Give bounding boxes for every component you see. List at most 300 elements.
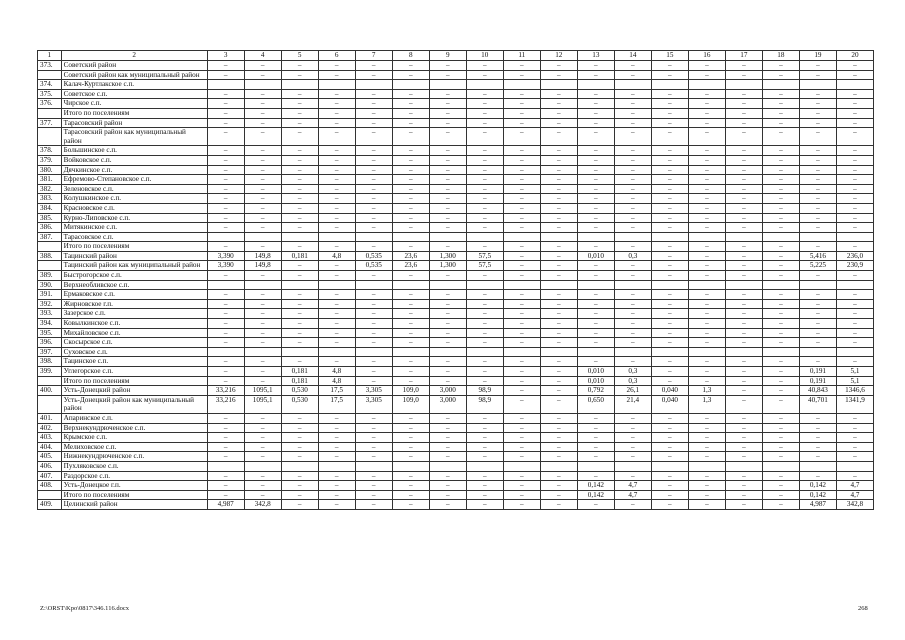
cell-value: –: [540, 413, 577, 423]
cell-value: –: [651, 452, 688, 462]
row-number: 398.: [38, 357, 62, 367]
cell-value: –: [762, 194, 799, 204]
cell-value: –: [762, 61, 799, 71]
cell-value: –: [725, 203, 762, 213]
cell-value: –: [614, 99, 651, 109]
cell-value: –: [429, 165, 466, 175]
row-name: Крымское с.п.: [61, 433, 207, 443]
row-name: Тацинский район как муниципальный район: [61, 261, 207, 271]
cell-value: –: [725, 175, 762, 185]
cell-value: –: [503, 70, 540, 80]
cell-value: –: [392, 309, 429, 319]
row-name: Верхнекундрюченское с.п.: [61, 423, 207, 433]
cell-value: –: [799, 357, 836, 367]
cell-value: –: [540, 386, 577, 396]
row-name: Советский район: [61, 61, 207, 71]
row-name: Зазерское с.п.: [61, 309, 207, 319]
cell-value: –: [466, 471, 503, 481]
cell-value: –: [799, 61, 836, 71]
cell-value: –: [503, 99, 540, 109]
cell-value: –: [836, 290, 873, 300]
statistics-table: [37, 50, 874, 510]
cell-value: –: [651, 490, 688, 500]
cell-value: –: [836, 471, 873, 481]
cell-value: –: [651, 165, 688, 175]
table-row: [38, 213, 874, 223]
cell-value: –: [762, 165, 799, 175]
cell-value: –: [725, 357, 762, 367]
row-name: Итого по поселениям: [61, 490, 207, 500]
row-name: Итого по поселениям: [61, 242, 207, 252]
row-number: [38, 108, 62, 118]
row-name: Войковское с.п.: [61, 155, 207, 165]
cell-value: –: [688, 165, 725, 175]
table-row: [38, 271, 874, 281]
cell-value: [540, 80, 577, 90]
table-row: [38, 481, 874, 491]
cell-value: –: [207, 319, 244, 329]
cell-value: –: [836, 108, 873, 118]
table-row: [38, 500, 874, 510]
table-row: [38, 80, 874, 90]
cell-value: –: [281, 471, 318, 481]
cell-value: –: [429, 500, 466, 510]
row-number: [38, 261, 62, 271]
cell-value: 4,7: [836, 481, 873, 491]
cell-value: 0,181: [281, 376, 318, 386]
cell-value: –: [799, 184, 836, 194]
cell-value: –: [207, 413, 244, 423]
cell-value: –: [799, 213, 836, 223]
cell-value: –: [318, 290, 355, 300]
column-header: 10: [466, 51, 503, 61]
cell-value: [392, 80, 429, 90]
cell-value: –: [836, 309, 873, 319]
cell-value: –: [762, 223, 799, 233]
cell-value: –: [688, 184, 725, 194]
cell-value: –: [503, 213, 540, 223]
cell-value: –: [540, 328, 577, 338]
cell-value: –: [762, 433, 799, 443]
cell-value: [688, 80, 725, 90]
cell-value: –: [725, 490, 762, 500]
cell-value: [725, 461, 762, 471]
cell-value: [799, 461, 836, 471]
cell-value: –: [540, 319, 577, 329]
cell-value: [688, 347, 725, 357]
cell-value: –: [355, 481, 392, 491]
cell-value: –: [503, 223, 540, 233]
cell-value: 1346,6: [836, 386, 873, 396]
cell-value: 230,9: [836, 261, 873, 271]
cell-value: –: [355, 452, 392, 462]
cell-value: –: [799, 413, 836, 423]
cell-value: –: [762, 490, 799, 500]
cell-value: –: [614, 442, 651, 452]
row-number: 399.: [38, 367, 62, 377]
cell-value: –: [836, 146, 873, 156]
cell-value: –: [540, 251, 577, 261]
cell-value: –: [762, 155, 799, 165]
table-row: [38, 232, 874, 242]
cell-value: –: [799, 442, 836, 452]
cell-value: –: [355, 223, 392, 233]
cell-value: –: [244, 290, 281, 300]
cell-value: –: [725, 328, 762, 338]
cell-value: –: [318, 413, 355, 423]
cell-value: –: [466, 433, 503, 443]
cell-value: –: [281, 146, 318, 156]
cell-value: –: [281, 242, 318, 252]
cell-value: –: [318, 433, 355, 443]
cell-value: –: [244, 175, 281, 185]
cell-value: –: [651, 261, 688, 271]
cell-value: [281, 232, 318, 242]
cell-value: [207, 280, 244, 290]
cell-value: –: [466, 146, 503, 156]
cell-value: [577, 80, 614, 90]
cell-value: –: [577, 194, 614, 204]
table-row: [38, 319, 874, 329]
cell-value: [651, 80, 688, 90]
cell-value: –: [651, 146, 688, 156]
row-number: 381.: [38, 175, 62, 185]
cell-value: –: [244, 471, 281, 481]
cell-value: –: [392, 213, 429, 223]
row-number: 395.: [38, 328, 62, 338]
cell-value: –: [688, 471, 725, 481]
cell-value: –: [762, 213, 799, 223]
cell-value: –: [725, 223, 762, 233]
cell-value: –: [318, 213, 355, 223]
cell-value: –: [577, 99, 614, 109]
cell-value: –: [651, 309, 688, 319]
cell-value: –: [577, 155, 614, 165]
cell-value: –: [281, 184, 318, 194]
cell-value: –: [429, 175, 466, 185]
cell-value: 0,792: [577, 386, 614, 396]
cell-value: –: [207, 423, 244, 433]
cell-value: –: [207, 309, 244, 319]
cell-value: –: [244, 433, 281, 443]
cell-value: –: [799, 433, 836, 443]
cell-value: –: [466, 319, 503, 329]
cell-value: 0,530: [281, 386, 318, 396]
cell-value: 0,181: [281, 367, 318, 377]
cell-value: –: [429, 89, 466, 99]
cell-value: [799, 80, 836, 90]
cell-value: –: [799, 203, 836, 213]
cell-value: –: [429, 376, 466, 386]
cell-value: –: [281, 118, 318, 128]
row-name: Целинский район: [61, 500, 207, 510]
cell-value: –: [836, 452, 873, 462]
table-row: [38, 413, 874, 423]
cell-value: –: [503, 108, 540, 118]
cell-value: –: [762, 471, 799, 481]
row-name: Суховское с.п.: [61, 347, 207, 357]
cell-value: –: [503, 165, 540, 175]
cell-value: 0,040: [651, 386, 688, 396]
cell-value: –: [836, 203, 873, 213]
cell-value: –: [466, 452, 503, 462]
cell-value: –: [540, 146, 577, 156]
cell-value: –: [540, 290, 577, 300]
cell-value: 3,390: [207, 261, 244, 271]
cell-value: –: [688, 89, 725, 99]
cell-value: –: [799, 271, 836, 281]
cell-value: –: [466, 500, 503, 510]
cell-value: –: [503, 338, 540, 348]
cell-value: –: [651, 70, 688, 80]
cell-value: –: [466, 357, 503, 367]
cell-value: –: [725, 367, 762, 377]
cell-value: –: [466, 213, 503, 223]
row-name: Михайловское с.п.: [61, 328, 207, 338]
cell-value: –: [577, 165, 614, 175]
cell-value: –: [392, 271, 429, 281]
cell-value: –: [540, 442, 577, 452]
cell-value: [355, 461, 392, 471]
cell-value: –: [614, 290, 651, 300]
cell-value: –: [244, 61, 281, 71]
cell-value: –: [207, 155, 244, 165]
cell-value: [392, 232, 429, 242]
cell-value: –: [466, 413, 503, 423]
cell-value: 0,010: [577, 376, 614, 386]
cell-value: –: [762, 423, 799, 433]
cell-value: [466, 232, 503, 242]
cell-value: –: [244, 99, 281, 109]
cell-value: –: [503, 290, 540, 300]
cell-value: 4,7: [614, 490, 651, 500]
cell-value: –: [688, 242, 725, 252]
cell-value: 342,8: [244, 500, 281, 510]
cell-value: –: [392, 328, 429, 338]
cell-value: –: [355, 471, 392, 481]
document-path: Z:\ORST\Kpo\0817\346.116.docx: [40, 605, 129, 612]
row-name: Углегорское с.п.: [61, 367, 207, 377]
column-header: 16: [688, 51, 725, 61]
cell-value: –: [836, 70, 873, 80]
cell-value: –: [466, 61, 503, 71]
row-name: Усть-Донецкий район: [61, 386, 207, 396]
cell-value: –: [207, 452, 244, 462]
cell-value: [281, 280, 318, 290]
cell-value: –: [614, 309, 651, 319]
cell-value: –: [725, 319, 762, 329]
cell-value: –: [651, 338, 688, 348]
cell-value: 4,987: [799, 500, 836, 510]
row-name: Колушкинское с.п.: [61, 194, 207, 204]
cell-value: –: [540, 481, 577, 491]
row-number: 391.: [38, 290, 62, 300]
cell-value: 57,5: [466, 251, 503, 261]
cell-value: 4,8: [318, 367, 355, 377]
row-name: Тацинское с.п.: [61, 357, 207, 367]
cell-value: –: [725, 118, 762, 128]
cell-value: –: [244, 89, 281, 99]
cell-value: [244, 347, 281, 357]
cell-value: –: [577, 442, 614, 452]
cell-value: –: [429, 118, 466, 128]
cell-value: –: [392, 490, 429, 500]
column-header: 9: [429, 51, 466, 61]
cell-value: [466, 347, 503, 357]
cell-value: –: [503, 452, 540, 462]
row-number: 408.: [38, 481, 62, 491]
cell-value: –: [762, 146, 799, 156]
cell-value: –: [836, 319, 873, 329]
table-row: [38, 328, 874, 338]
column-header: 1: [38, 51, 62, 61]
cell-value: 0,535: [355, 261, 392, 271]
cell-value: [836, 80, 873, 90]
cell-value: [207, 80, 244, 90]
cell-value: –: [651, 203, 688, 213]
cell-value: –: [836, 223, 873, 233]
column-header: 6: [318, 51, 355, 61]
row-number: [38, 490, 62, 500]
cell-value: –: [540, 89, 577, 99]
table-row: [38, 194, 874, 204]
cell-value: –: [614, 328, 651, 338]
row-number: 375.: [38, 89, 62, 99]
cell-value: –: [614, 299, 651, 309]
cell-value: 33,216: [207, 395, 244, 413]
cell-value: –: [651, 118, 688, 128]
cell-value: 0,3: [614, 251, 651, 261]
cell-value: –: [799, 175, 836, 185]
cell-value: –: [503, 271, 540, 281]
cell-value: –: [429, 213, 466, 223]
cell-value: –: [244, 184, 281, 194]
cell-value: –: [651, 367, 688, 377]
cell-value: –: [281, 500, 318, 510]
cell-value: –: [651, 128, 688, 146]
cell-value: –: [503, 118, 540, 128]
cell-value: –: [503, 175, 540, 185]
cell-value: –: [688, 271, 725, 281]
cell-value: –: [799, 194, 836, 204]
cell-value: –: [725, 290, 762, 300]
cell-value: –: [429, 108, 466, 118]
cell-value: [799, 280, 836, 290]
cell-value: –: [688, 290, 725, 300]
cell-value: –: [392, 99, 429, 109]
cell-value: –: [762, 128, 799, 146]
cell-value: –: [355, 175, 392, 185]
cell-value: –: [392, 500, 429, 510]
cell-value: –: [688, 251, 725, 261]
column-header: 19: [799, 51, 836, 61]
cell-value: –: [540, 338, 577, 348]
cell-value: –: [429, 338, 466, 348]
row-number: 385.: [38, 213, 62, 223]
table-row: [38, 261, 874, 271]
cell-value: –: [355, 357, 392, 367]
cell-value: –: [392, 108, 429, 118]
cell-value: –: [318, 328, 355, 338]
cell-value: [762, 80, 799, 90]
cell-value: –: [318, 118, 355, 128]
cell-value: –: [392, 433, 429, 443]
cell-value: [503, 232, 540, 242]
cell-value: –: [799, 290, 836, 300]
column-header: 7: [355, 51, 392, 61]
cell-value: –: [281, 155, 318, 165]
row-number: [38, 70, 62, 80]
row-number: 394.: [38, 319, 62, 329]
cell-value: [281, 80, 318, 90]
cell-value: –: [651, 213, 688, 223]
row-number: [38, 128, 62, 146]
cell-value: –: [836, 413, 873, 423]
cell-value: –: [429, 194, 466, 204]
cell-value: –: [799, 223, 836, 233]
cell-value: –: [318, 471, 355, 481]
cell-value: –: [651, 184, 688, 194]
cell-value: –: [429, 299, 466, 309]
cell-value: –: [540, 203, 577, 213]
cell-value: –: [836, 328, 873, 338]
row-name: Пухляковское с.п.: [61, 461, 207, 471]
cell-value: –: [836, 242, 873, 252]
cell-value: –: [207, 299, 244, 309]
cell-value: [503, 80, 540, 90]
cell-value: 0,181: [281, 251, 318, 261]
column-header: 20: [836, 51, 873, 61]
cell-value: –: [688, 299, 725, 309]
cell-value: –: [651, 99, 688, 109]
cell-value: –: [614, 175, 651, 185]
cell-value: –: [725, 70, 762, 80]
row-number: 401.: [38, 413, 62, 423]
cell-value: –: [836, 442, 873, 452]
cell-value: –: [466, 184, 503, 194]
cell-value: –: [799, 165, 836, 175]
row-name: Митякинское с.п.: [61, 223, 207, 233]
cell-value: –: [762, 328, 799, 338]
row-number: 409.: [38, 500, 62, 510]
cell-value: –: [725, 242, 762, 252]
row-name: Красновское с.п.: [61, 203, 207, 213]
cell-value: [540, 280, 577, 290]
cell-value: –: [614, 70, 651, 80]
row-name: Верхнеобливское с.п.: [61, 280, 207, 290]
table-row: [38, 128, 874, 146]
cell-value: –: [355, 376, 392, 386]
cell-value: 3,390: [207, 251, 244, 261]
cell-value: 0,010: [577, 251, 614, 261]
cell-value: –: [651, 319, 688, 329]
cell-value: –: [355, 118, 392, 128]
cell-value: –: [466, 155, 503, 165]
cell-value: –: [688, 146, 725, 156]
cell-value: 0,530: [281, 395, 318, 413]
cell-value: 342,8: [836, 500, 873, 510]
cell-value: [207, 461, 244, 471]
cell-value: –: [614, 471, 651, 481]
cell-value: –: [392, 128, 429, 146]
cell-value: –: [651, 251, 688, 261]
cell-value: –: [392, 452, 429, 462]
row-number: 379.: [38, 155, 62, 165]
cell-value: [392, 280, 429, 290]
cell-value: 109,0: [392, 395, 429, 413]
cell-value: 1,300: [429, 261, 466, 271]
cell-value: –: [651, 471, 688, 481]
